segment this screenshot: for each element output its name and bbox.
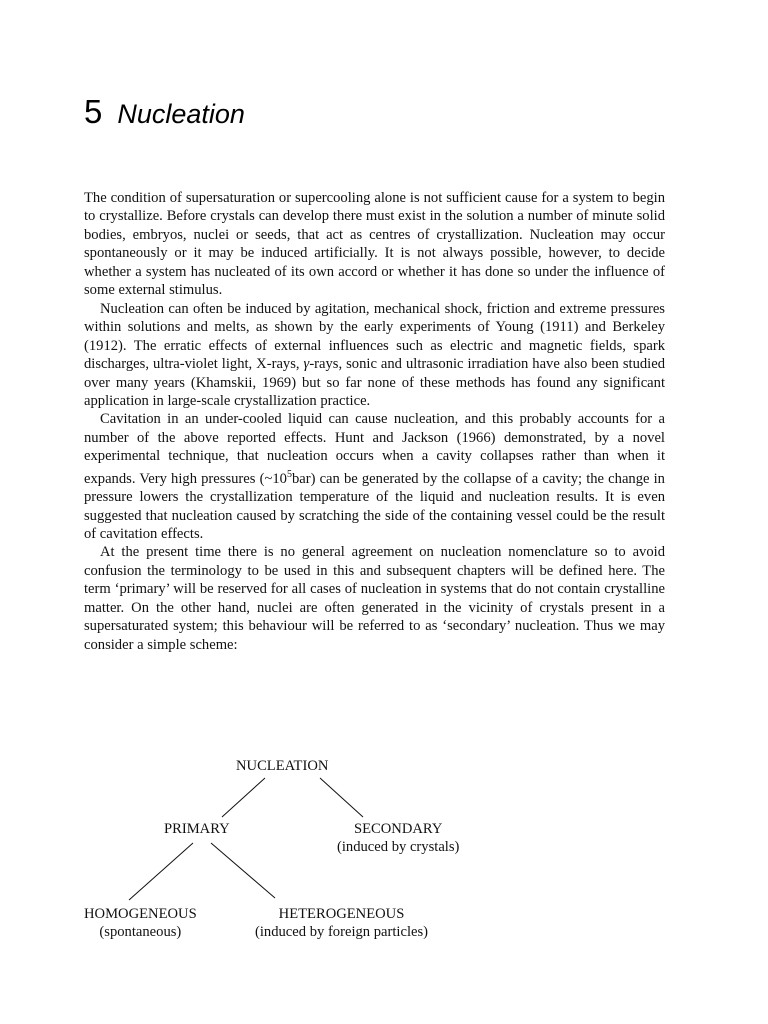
scheme-root-label: NUCLEATION [236,758,329,774]
scheme-heterogeneous-note: (induced by foreign particles) [255,924,429,940]
paragraph-text: Nucleation can often be induced by agitation, mechanical shock, friction and extreme pressures within solutions and melts, as shown by the early experiments of Young (1911) and Berkeley (1912). The erratic effects of external influences such as electric and magnetic fields, spark discharges, ultra-violet light, X-rays, [84,300,665,373]
paragraph-text: -rays, sonic and ultrasonic irradiation have also been studied over many years (Khamskii, 1969) but so far none of these methods has found any significant application in large-scale crystallization practice. [84,356,666,409]
exponent: 5 [286,468,292,480]
scheme-homogeneous-note: (spontaneous) [99,924,182,940]
chapter-title: Nucleation [117,99,245,129]
connector-primary-heterogeneous [211,843,275,898]
paragraph [84,410,665,543]
scheme-secondary-note: (induced by crystals) [337,839,460,855]
paragraph-text: Cavitation in an under-cooled liquid can cause nucleation, and this probably accounts for a number of the above reported effects. Hunt and Jackson (1966) demonstrated, by a novel experimental technique, that nucleation occurs when a cavity collapses rather than when it expands. Very high pressures (~10 [84,411,665,487]
paragraph [84,189,665,300]
body-text [84,189,665,654]
scheme-homogeneous-node [84,905,197,941]
scheme-heterogeneous-label: HETEROGENEOUS [278,906,405,922]
paragraph [84,543,665,654]
scheme-secondary-label: SECONDARY [354,821,443,837]
connector-root-primary [222,778,265,817]
chapter-heading [84,93,245,131]
connector-primary-homogeneous [129,843,193,900]
paragraph-text: The condition of supersaturation or supercooling alone is not sufficient cause for a system to begin to crystallize. Before crystals can develop there must exist in the solution a number of minute solid bodies, embryos, nuclei or seeds, that act as centres of crystallization. Nucleation may occur spontaneously or it may be induced artificially. It is not always possible, however, to decide whether a system has nucleated of its own accord or whether it has done so under the influence of some external stimulus. [84,190,665,299]
scheme-secondary-node [337,820,459,856]
scheme-homogeneous-label: HOMOGENEOUS [84,906,197,922]
paragraph-text: At the present time there is no general agreement on nucleation nomenclature so to avoid confusion the terminology to be used in this and subsequent chapters will be defined here. The term ‘primary’ will be reserved for all cases of nucleation in systems that do not contain crystalline matter. On the other hand, nuclei are often generated in the vicinity of crystals present in a supersaturated system; this behaviour will be referred to as ‘secondary’ nucleation. Thus we may consider a simple scheme: [84,544,665,653]
scheme-heterogeneous-node [255,905,428,941]
scheme-root-node [236,757,328,775]
gamma-symbol: γ [303,356,310,373]
paragraph-text: bar) can be generated by the collapse of a cavity; the change in pressure lowers the crystallization temperature of the liquid and nucleation results. It is even suggested that nucleation caused by scratching the side of the containing vessel could be the result of cavitation effects. [84,470,665,543]
scheme-primary-label: PRIMARY [164,821,230,837]
chapter-number: 5 [84,93,103,130]
scheme-primary-node [164,820,230,838]
paragraph [84,300,665,411]
connector-root-secondary [320,778,363,817]
